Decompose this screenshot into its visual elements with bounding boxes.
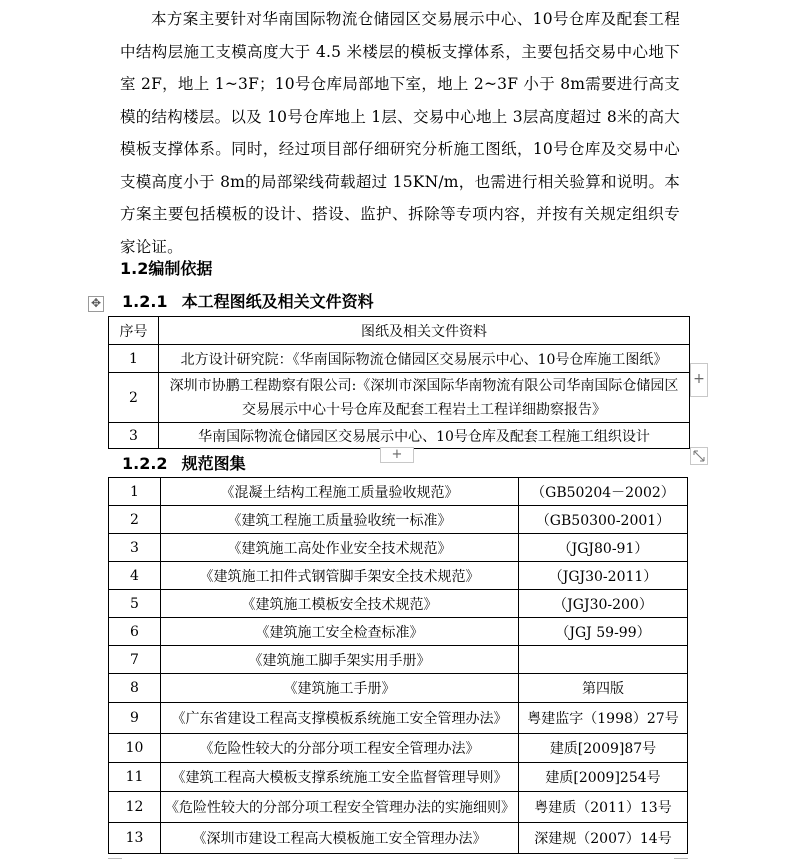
section-number: 1.2.2 <box>122 454 168 473</box>
table-row <box>109 478 688 506</box>
table-row <box>109 618 688 646</box>
table-row <box>109 734 688 763</box>
resize-arrows-icon <box>691 448 707 464</box>
header-no: 序号 <box>109 317 159 345</box>
row-doc: 北方设计研究院：《华南国际物流仓储园区交易展示中心、10号仓库施工图纸》 <box>159 345 690 373</box>
row-no: 12 <box>109 792 161 823</box>
table-move-handle-icon[interactable]: ✥ <box>88 296 104 312</box>
row-name: 《建筑施工扣件式钢管脚手架安全技术规范》 <box>161 562 519 590</box>
row-no: 11 <box>109 763 161 792</box>
table-header-row <box>109 317 690 345</box>
row-name: 《建筑工程施工质量验收统一标准》 <box>161 506 519 534</box>
row-code: （JGJ30-200） <box>519 590 688 618</box>
add-column-button[interactable]: + <box>690 363 708 397</box>
row-code: （GB50300-2001） <box>519 506 688 534</box>
section-title: 本工程图纸及相关文件资料 <box>181 292 374 311</box>
table-row <box>109 345 690 373</box>
table-row <box>109 534 688 562</box>
row-code: 建质[2009]254号 <box>519 763 688 792</box>
row-code: （JGJ 59-99） <box>519 618 688 646</box>
row-code: 粤建监字（1998）27号 <box>519 703 688 734</box>
table-row <box>109 373 690 423</box>
documents-table <box>108 316 690 449</box>
table-row <box>109 506 688 534</box>
table-row <box>109 423 690 449</box>
row-no: 1 <box>109 345 159 373</box>
table-resize-icon[interactable] <box>690 447 708 465</box>
table-row <box>109 763 688 792</box>
page-corner-mark <box>674 858 688 859</box>
row-no: 2 <box>109 506 161 534</box>
row-name: 《广东省建设工程高支撑模板系统施工安全管理办法》 <box>161 703 519 734</box>
row-no: 5 <box>109 590 161 618</box>
row-no: 8 <box>109 674 161 703</box>
row-code: （GB50204－2002） <box>519 478 688 506</box>
row-no: 1 <box>109 478 161 506</box>
row-code: 粤建质（2011）13号 <box>519 792 688 823</box>
section-heading-1-2-2 <box>122 451 246 474</box>
row-code: （JGJ30-2011） <box>519 562 688 590</box>
row-code <box>519 646 688 674</box>
table-row <box>109 703 688 734</box>
row-code: 第四版 <box>519 674 688 703</box>
row-code: 深建规（2007）14号 <box>519 823 688 854</box>
section-number: 1.2.1 <box>122 292 168 311</box>
row-name: 《建筑施工脚手架实用手册》 <box>161 646 519 674</box>
table-row <box>109 674 688 703</box>
row-no: 2 <box>109 373 159 423</box>
row-code: （JGJ80-91） <box>519 534 688 562</box>
table-row <box>109 646 688 674</box>
table-row <box>109 823 688 854</box>
row-no: 7 <box>109 646 161 674</box>
row-no: 9 <box>109 703 161 734</box>
row-name: 《混凝土结构工程施工质量验收规范》 <box>161 478 519 506</box>
row-code: 建质[2009]87号 <box>519 734 688 763</box>
section-heading-1-2: 1.2编制依据 <box>120 259 213 278</box>
header-doc: 图纸及相关文件资料 <box>159 317 690 345</box>
table-row <box>109 562 688 590</box>
row-name: 《建筑施工模板安全技术规范》 <box>161 590 519 618</box>
row-no: 3 <box>109 534 161 562</box>
add-row-button[interactable]: + <box>380 447 414 463</box>
row-no: 4 <box>109 562 161 590</box>
page-corner-mark <box>108 858 122 859</box>
row-no: 6 <box>109 618 161 646</box>
section-title: 规范图集 <box>181 454 246 473</box>
row-name: 《危险性较大的分部分项工程安全管理办法》 <box>161 734 519 763</box>
table-row <box>109 792 688 823</box>
row-name: 《建筑施工高处作业安全技术规范》 <box>161 534 519 562</box>
intro-paragraph: 本方案主要针对华南国际物流仓储园区交易展示中心、10号仓库及配套工程中结构层施工支模高度大于 4.5 米楼层的模板支撑体系，主要包括交易中心地下室 2F，地上 1~3F；10号仓库局部地下室，地上 2~3F 小于 8m需要进行高支模的结构楼层。以及 10号仓库地上 1层、交易中心地上 3层高度超过 8米的高大模板支撑体系。同时，经过项目部仔细研究分析施工图纸，10号仓库及交易中心支模高度小于 8m的局部梁线荷载超过 15KN/m，也需进行相关验算和说明。本方案主要包括模板的设计、搭设、监护、拆除等专项内容，并按有关规定组织专家论证。 <box>120 10 680 256</box>
row-doc: 深圳市协鹏工程勘察有限公司:《深圳市深国际华南物流有限公司华南国际仓储园区交易展示中心十号仓库及配套工程岩土工程详细勘察报告》 <box>159 373 690 423</box>
row-name: 《建筑施工手册》 <box>161 674 519 703</box>
row-name: 《建筑工程高大模板支撑系统施工安全监督管理导则》 <box>161 763 519 792</box>
section-heading-1-2-1 <box>122 289 374 312</box>
row-name: 《深圳市建设工程高大模板施工安全管理办法》 <box>161 823 519 854</box>
row-name: 《建筑施工安全检查标准》 <box>161 618 519 646</box>
standards-table <box>108 477 688 854</box>
row-name: 《危险性较大的分部分项工程安全管理办法的实施细则》 <box>161 792 519 823</box>
row-doc: 华南国际物流仓储园区交易展示中心、10号仓库及配套工程施工组织设计 <box>159 423 690 449</box>
table-row <box>109 590 688 618</box>
row-no: 13 <box>109 823 161 854</box>
row-no: 10 <box>109 734 161 763</box>
row-no: 3 <box>109 423 159 449</box>
